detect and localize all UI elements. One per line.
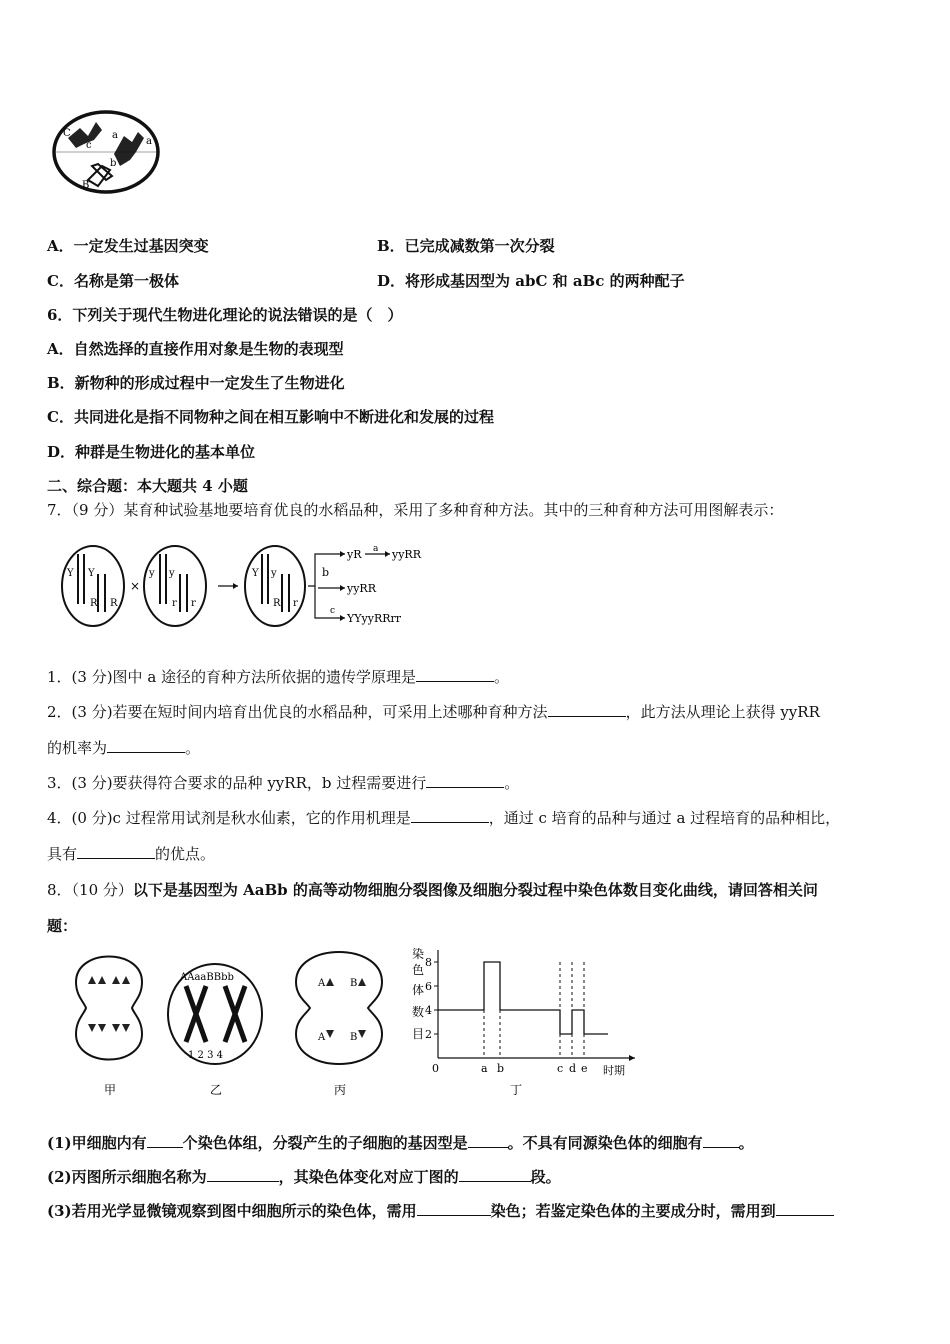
q5-option-c: C．名称是第一极体 xyxy=(47,272,179,290)
yaxis-char-0: 染 xyxy=(412,947,425,961)
ytick-label-6: 6 xyxy=(425,980,432,993)
q8-s1-text2: 个染色体组，分裂产生的子细胞的基因型是 xyxy=(182,1134,468,1152)
marker-label-c: c xyxy=(557,1062,564,1075)
allele-r1: r xyxy=(172,598,177,609)
bing-A-bottom: A xyxy=(318,1032,326,1043)
marker-label-e: e xyxy=(581,1062,588,1075)
bing-B-bottom: B xyxy=(350,1032,358,1043)
label-a2: a xyxy=(146,136,152,147)
q8-s1-end: 。 xyxy=(738,1134,754,1152)
q7-sub2 xyxy=(47,702,820,722)
q7-sub4-cont xyxy=(47,844,215,864)
yaxis-char-1: 色 xyxy=(412,963,425,977)
q7-sub4-text: 4．(0 分)c 过程常用试剂是秋水仙素，它的作用机理是 xyxy=(47,809,411,827)
label-a: a xyxy=(112,130,118,141)
q8-s2-text: (2)丙图所示细胞名称为 xyxy=(47,1168,207,1186)
q7-breeding-diagram xyxy=(60,540,430,632)
q6-option-d: D．种群是生物进化的基本单位 xyxy=(47,443,256,461)
q7-sub2-blank1[interactable] xyxy=(548,702,626,717)
gamete-yR: yR xyxy=(347,548,362,561)
q8-s3-text2: 染色；若鉴定染色体的主要成分时，需用到 xyxy=(490,1202,776,1220)
q7-sub1-text: 1．(3 分)图中 a 途径的育种方法所依据的遗传学原理是 xyxy=(47,668,417,686)
q5-option-a: A．一定发生过基因突变 xyxy=(47,237,209,255)
q7-sub4 xyxy=(47,808,840,828)
q7-sub4-blank1[interactable] xyxy=(411,808,489,823)
q7-sub2-text2: ，此方法从理论上获得 yyRR xyxy=(625,703,820,721)
q8-s2-text2: ，其染色体变化对应丁图的 xyxy=(278,1168,459,1186)
q7-sub3 xyxy=(47,773,519,793)
q8-s3-blank1[interactable] xyxy=(417,1201,491,1216)
marker-label-d: d xyxy=(569,1062,577,1075)
q8-s1-text3: 。不具有同源染色体的细胞有 xyxy=(507,1134,703,1152)
q5-cell-figure xyxy=(50,108,165,198)
step-line xyxy=(438,962,608,1034)
xaxis-label: 时期 xyxy=(603,1064,625,1077)
result-b: yyRR xyxy=(347,582,376,595)
fig-label-bing: 丙 xyxy=(334,1083,347,1097)
q7-sub3-text: 3．(3 分)要获得符合要求的品种 yyRR，b 过程需要进行 xyxy=(47,774,427,792)
q8-sub2 xyxy=(47,1167,561,1187)
origin-zero: 0 xyxy=(432,1062,439,1075)
result-a: yyRR xyxy=(392,548,421,561)
label-b: b xyxy=(110,158,117,169)
q8-stem xyxy=(47,880,818,900)
label-c: c xyxy=(86,140,92,151)
q7-sub2-text3: 的机率为 xyxy=(47,739,108,757)
allele-y1: y xyxy=(149,568,155,579)
q7-sub3-blank[interactable] xyxy=(426,773,504,788)
q7-sub2-cont xyxy=(47,738,200,758)
allele-y3: y xyxy=(271,568,277,579)
bing-B-top: B xyxy=(350,978,358,989)
allele-r3: r xyxy=(293,598,298,609)
path-a-label: a xyxy=(373,544,379,554)
q8-sub1 xyxy=(47,1133,754,1153)
marker-label-b: b xyxy=(497,1062,505,1075)
q6-option-c: C．共同进化是指不同物种之间在相互影响中不断进化和发展的过程 xyxy=(47,408,494,426)
ytick-label-2: 2 xyxy=(425,1028,432,1041)
q7-sub2-text: 2．(3 分)若要在短时间内培育出优良的水稻品种，可采用上述哪种育种方法 xyxy=(47,703,548,721)
q7-sub4-text3: 具有 xyxy=(47,845,78,863)
q8-s1-blank1[interactable] xyxy=(147,1133,183,1148)
yaxis-char-2: 体 xyxy=(412,983,425,997)
allele-Y3: Y xyxy=(252,568,259,579)
allele-Y2: Y xyxy=(88,568,95,579)
allele-Y1: Y xyxy=(67,568,74,579)
allele-y2: y xyxy=(169,568,175,579)
q8-s3-text: (3)若用光学显微镜观察到图中细胞所示的染色体，需用 xyxy=(47,1202,417,1220)
q6-option-b: B．新物种的形成过程中一定发生了生物进化 xyxy=(47,374,345,392)
q8-s1-text: (1)甲细胞内有 xyxy=(47,1134,147,1152)
q5-option-b: B．已完成减数第一次分裂 xyxy=(377,237,555,255)
result-c: YYyyRRrr xyxy=(347,612,402,625)
q6-option-a: A．自然选择的直接作用对象是生物的表现型 xyxy=(47,340,344,358)
q8-sub3 xyxy=(47,1201,834,1221)
bing-A-top: A xyxy=(318,978,326,989)
allele-R1: R xyxy=(90,598,98,609)
q7-sub1 xyxy=(47,667,509,687)
yaxis-char-3: 数 xyxy=(412,1005,425,1019)
cross-symbol: × xyxy=(130,579,141,593)
yaxis-char-4: 目 xyxy=(412,1027,425,1041)
q7-sub2-end: 。 xyxy=(185,739,201,757)
section-heading: 二、综合题：本大题共 4 小题 xyxy=(47,477,248,495)
q7-sub1-blank[interactable] xyxy=(416,667,494,682)
ytick-label-4: 4 xyxy=(425,1004,432,1017)
q8-s2-end: 段。 xyxy=(530,1168,561,1186)
label-C: C xyxy=(63,128,71,139)
fig-label-ding: 丁 xyxy=(510,1083,523,1097)
yi-chromosome-numbers: 1 2 3 4 xyxy=(188,1050,223,1061)
q7-sub4-end: 的优点。 xyxy=(155,845,216,863)
q8-s1-blank2[interactable] xyxy=(468,1133,508,1148)
q7-stem: 7．（9 分）某育种试验基地要培育优良的水稻品种，采用了多种育种方法。其中的三种育种方法可用图解表示： xyxy=(47,501,784,519)
label-B: B xyxy=(82,180,90,191)
allele-R2: R xyxy=(110,598,118,609)
marker-label-a: a xyxy=(481,1062,488,1075)
q7-sub4-text2: ，通过 c 培育的品种与通过 a 过程培育的品种相比， xyxy=(488,809,841,827)
yi-gene-labels: AAaaBBbb xyxy=(180,972,234,983)
q7-sub1-end: 。 xyxy=(494,668,510,686)
fig-label-jia: 甲 xyxy=(104,1083,117,1097)
q8-s2-blank1[interactable] xyxy=(207,1167,279,1182)
q8-s2-blank2[interactable] xyxy=(459,1167,531,1182)
fig-label-yi: 乙 xyxy=(210,1083,223,1097)
q5-option-d: D．将形成基因型为 abC 和 aBc 的两种配子 xyxy=(377,272,685,290)
allele-r2: r xyxy=(191,598,196,609)
chromosome-count-chart xyxy=(412,946,635,1077)
q8-stem-cont: 题： xyxy=(47,917,78,935)
q8-stem-num: 8．（10 分） xyxy=(47,881,133,899)
q8-s1-blank3[interactable] xyxy=(703,1133,739,1148)
q8-s3-blank2[interactable] xyxy=(776,1201,834,1216)
q7-sub2-blank2[interactable] xyxy=(107,738,185,753)
ytick-label-8: 8 xyxy=(425,956,432,969)
q6-stem: 6．下列关于现代生物进化理论的说法错误的是（ ） xyxy=(47,306,403,324)
path-b-label: b xyxy=(322,566,330,579)
q7-sub3-end: 。 xyxy=(504,774,520,792)
q7-sub4-blank2[interactable] xyxy=(77,844,155,859)
q8-figure xyxy=(60,942,650,1102)
allele-R3: R xyxy=(273,598,281,609)
q8-stem-text: 以下是基因型为 AaBb 的高等动物细胞分裂图像及细胞分裂过程中染色体数目变化曲线，请回答相关问 xyxy=(132,881,818,899)
path-c-label: c xyxy=(330,606,336,616)
